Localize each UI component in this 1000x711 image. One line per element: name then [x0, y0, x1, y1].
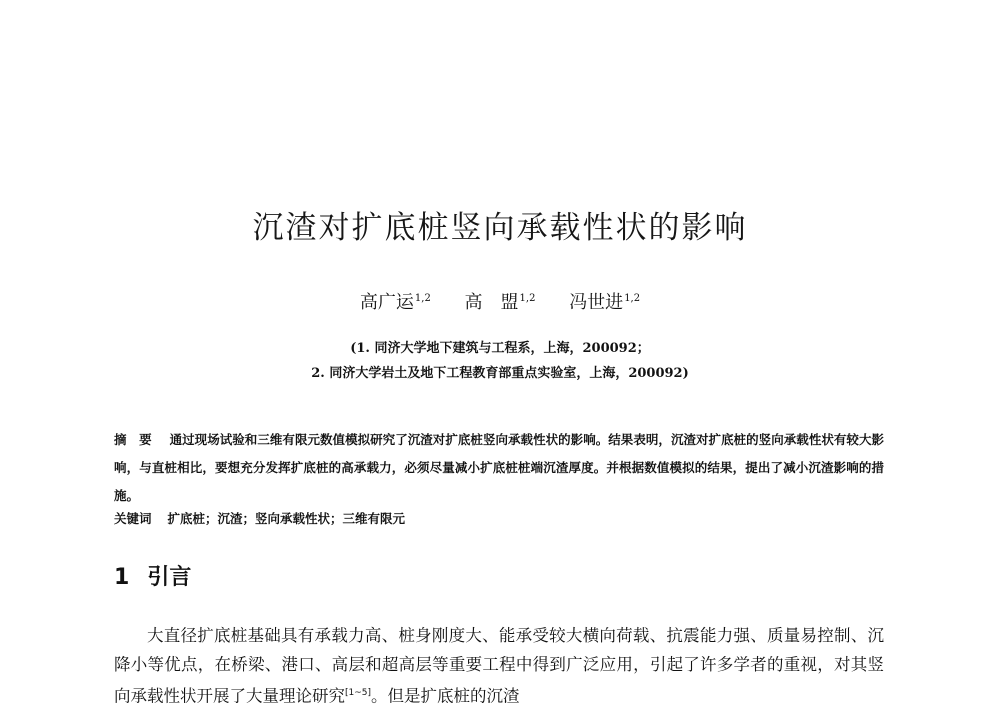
author-list	[0, 288, 1000, 314]
section-heading	[114, 560, 191, 591]
affiliation-2: 2. 同济大学岩土及地下工程教育部重点实验室，上海，200092)	[311, 366, 689, 381]
body-text-continued: 。但是扩底桩的沉渣	[371, 686, 520, 706]
author-affiliation-mark: 1,2	[414, 293, 431, 304]
author-name: 冯世进	[569, 292, 624, 313]
author-affiliation-mark: 1,2	[624, 293, 641, 304]
section-number: 1	[114, 565, 130, 590]
author-2	[465, 288, 536, 314]
keywords-label: 关键词	[114, 511, 152, 526]
abstract-text: 通过现场试验和三维有限元数值模拟研究了沉渣对扩底桩竖向承载性状的影响。结果表明，沉渣对扩底桩的竖向承载性状有较大影响，与直桩相比，要想充分发挥扩底桩的高承载力，必须尽量减小扩底桩桩端沉渣厚度。并根据数值模拟的结果，提出了减小沉渣影响的措施。	[114, 432, 884, 503]
author-name: 高 盟	[464, 292, 519, 313]
abstract	[114, 426, 884, 510]
keywords	[114, 509, 884, 527]
abstract-label: 摘 要	[114, 432, 152, 447]
author-1	[360, 288, 431, 314]
section-title: 引言	[147, 565, 192, 590]
paper-title: 沉渣对扩底桩竖向承载性状的影响	[252, 210, 748, 246]
keywords-text: 扩底桩；沉渣；竖向承载性状；三维有限元	[167, 511, 406, 526]
body-paragraph	[114, 621, 884, 711]
affiliation-1: (1. 同济大学地下建筑与工程系，上海，200092；	[350, 341, 650, 356]
author-affiliation-mark: 1,2	[519, 293, 536, 304]
author-name: 高广运	[359, 292, 414, 313]
body-text: 大直径扩底桩基础具有承载力高、桩身刚度大、能承受较大横向荷载、抗震能力强、质量易控制、沉降小等优点，在桥梁、港口、高层和超高层等重要工程中得到广泛应用，引起了许多学者的重视，对其竖向承载性状开展了大量理论研究	[114, 626, 884, 706]
citation-ref: [1~5]	[345, 688, 372, 698]
author-3	[569, 288, 640, 314]
